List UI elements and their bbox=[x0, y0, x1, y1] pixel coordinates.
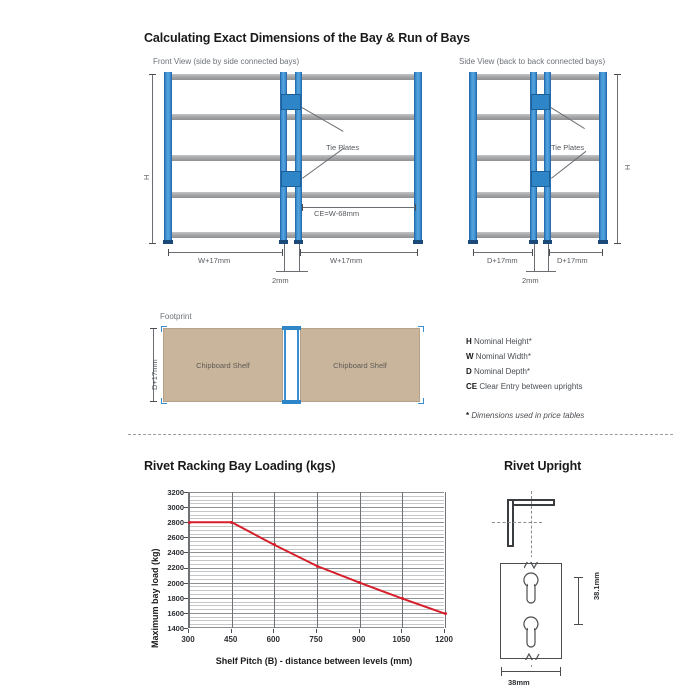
side-view-height-label: H bbox=[623, 164, 632, 170]
corner-bracket bbox=[418, 326, 424, 332]
legend-key-h: H bbox=[466, 337, 472, 346]
break-symbol-bottom bbox=[524, 653, 542, 665]
front-view-gap-label: 2mm bbox=[272, 276, 289, 285]
dimension-tick bbox=[150, 401, 157, 402]
footprint-tie-plate bbox=[282, 400, 301, 404]
front-view-tie-plates-label: Tie Plates bbox=[326, 143, 360, 152]
chipboard-shelf-left bbox=[163, 328, 283, 402]
chart-data-point bbox=[444, 612, 447, 615]
angle-profile-horizontal-inner bbox=[512, 504, 555, 506]
dimension-tick bbox=[300, 249, 301, 256]
chipboard-shelf-left-label: Chipboard Shelf bbox=[196, 361, 250, 370]
side-view-depth-left-label: D+17mm bbox=[487, 256, 518, 265]
dimension-tick bbox=[417, 249, 418, 256]
dimension-tick bbox=[574, 577, 583, 578]
footprint-center-upright bbox=[284, 328, 299, 402]
chart-data-point bbox=[230, 521, 233, 524]
slot-pitch-dimension-line bbox=[578, 577, 579, 625]
dimension-tick bbox=[282, 249, 283, 256]
upright-post bbox=[164, 72, 172, 242]
dimension-tick bbox=[302, 204, 303, 211]
angle-profile-end bbox=[507, 545, 514, 547]
gap-extension-line bbox=[299, 244, 300, 272]
base-foot bbox=[598, 240, 608, 244]
chart-y-axis-title: Maximum bay load (kg) bbox=[150, 548, 160, 648]
chart-y-tick: 2400 bbox=[167, 548, 184, 557]
page-title: Calculating Exact Dimensions of the Bay & Run of Bays bbox=[144, 31, 471, 45]
upright-post bbox=[414, 72, 422, 242]
front-view-width-left-label: W+17mm bbox=[198, 256, 231, 265]
dimension-tick bbox=[602, 249, 603, 256]
legend-spacer bbox=[466, 394, 666, 408]
chart-x-axis-title: Shelf Pitch (B) - distance between levels (mm) bbox=[215, 656, 413, 666]
legend-text-d: Nominal Depth* bbox=[474, 367, 531, 376]
tie-plate bbox=[531, 94, 550, 110]
side-view-label: Side View (back to back connected bays) bbox=[459, 57, 606, 66]
chart-y-tick: 1600 bbox=[167, 609, 184, 618]
width-right-dimension-line bbox=[300, 252, 418, 253]
rivet-upright-title: Rivet Upright bbox=[504, 459, 582, 473]
break-symbol-top bbox=[524, 557, 542, 569]
footprint-depth-label: D+17mm bbox=[150, 359, 159, 390]
clear-entry-dimension-line bbox=[302, 207, 416, 208]
side-view-tie-plates-label: Tie Plates bbox=[551, 143, 585, 152]
chart-x-tick: 600 bbox=[266, 635, 280, 644]
legend-item-d bbox=[466, 364, 666, 379]
dimension-tick bbox=[473, 249, 474, 256]
upright-width-label: 38mm bbox=[508, 678, 530, 687]
dimension-tick bbox=[149, 74, 156, 75]
dimension-tick bbox=[614, 74, 621, 75]
chart-data-line bbox=[189, 492, 445, 628]
shelf-beam bbox=[469, 74, 607, 80]
slot-pitch-label: 38.1mm bbox=[592, 572, 601, 600]
tie-plate bbox=[281, 94, 301, 110]
shelf-beam bbox=[164, 232, 422, 238]
dimension-tick bbox=[149, 243, 156, 244]
chart-y-tick: 2800 bbox=[167, 518, 184, 527]
upright-post bbox=[469, 72, 477, 242]
gap-extension-line bbox=[284, 244, 285, 272]
keyhole-slot-lower bbox=[518, 615, 544, 649]
legend-text-h: Nominal Height* bbox=[474, 337, 532, 346]
legend-text-ce: Clear Entry between uprights bbox=[479, 382, 583, 391]
legend-footnote bbox=[466, 408, 666, 423]
front-view-width-right-label: W+17mm bbox=[330, 256, 363, 265]
dimension-tick bbox=[549, 249, 550, 256]
shelf-beam bbox=[164, 155, 422, 161]
depth-right-dimension-line bbox=[549, 252, 603, 253]
chart-y-tick: 3000 bbox=[167, 503, 184, 512]
legend-text-w: Nominal Width* bbox=[475, 352, 531, 361]
chart-data-point bbox=[316, 565, 319, 568]
depth-left-dimension-line bbox=[473, 252, 533, 253]
width-left-dimension-line bbox=[168, 252, 283, 253]
rivet-upright-drawing bbox=[490, 485, 660, 675]
base-foot bbox=[468, 240, 478, 244]
chart-y-tick: 2000 bbox=[167, 579, 184, 588]
dimension-tick bbox=[415, 204, 416, 211]
center-line-horizontal bbox=[492, 522, 542, 523]
chipboard-shelf-right-label: Chipboard Shelf bbox=[333, 361, 387, 370]
clear-entry-label: CE=W-68mm bbox=[314, 209, 360, 218]
dimension-tick bbox=[560, 667, 561, 676]
gap-dimension-line bbox=[276, 271, 308, 272]
chart-x-tick: 450 bbox=[224, 635, 238, 644]
chart-x-tick: 1050 bbox=[392, 635, 411, 644]
shelf-beam bbox=[164, 192, 422, 198]
dimension-tick bbox=[150, 328, 157, 329]
width-dimension-line bbox=[501, 671, 561, 672]
keyhole-slot-upper bbox=[518, 571, 544, 605]
dimension-tick bbox=[614, 243, 621, 244]
chart-y-tick: 2600 bbox=[167, 533, 184, 542]
upright-post bbox=[599, 72, 607, 242]
shelf-beam bbox=[469, 155, 607, 161]
angle-profile-vertical-inner bbox=[512, 499, 514, 547]
side-view-gap-label: 2mm bbox=[522, 276, 539, 285]
angle-profile-vertical bbox=[507, 499, 509, 547]
gap-extension-line bbox=[548, 244, 549, 272]
shelf-beam bbox=[469, 114, 607, 120]
chart-x-tick: 900 bbox=[352, 635, 366, 644]
dimension-tick bbox=[168, 249, 169, 256]
legend-footnote-marker: * bbox=[466, 411, 470, 420]
shelf-beam bbox=[164, 114, 422, 120]
side-view-depth-right-label: D+17mm bbox=[557, 256, 588, 265]
footprint-drawing bbox=[150, 326, 440, 426]
legend-footnote-text: Dimensions used in price tables bbox=[471, 411, 585, 420]
footprint-label: Footprint bbox=[160, 312, 192, 321]
corner-bracket bbox=[418, 398, 424, 404]
dimension-tick bbox=[501, 667, 502, 676]
gap-dimension-line bbox=[526, 271, 556, 272]
dimension-tick bbox=[574, 624, 583, 625]
bay-loading-chart bbox=[144, 480, 464, 680]
footprint-tie-plate bbox=[282, 326, 301, 330]
gap-extension-line bbox=[534, 244, 535, 272]
chipboard-shelf-right bbox=[300, 328, 420, 402]
dimension-tick bbox=[532, 249, 533, 256]
front-view-drawing bbox=[150, 70, 430, 290]
base-foot bbox=[413, 240, 423, 244]
chart-x-tick: 750 bbox=[309, 635, 323, 644]
legend-item-h bbox=[466, 334, 666, 349]
legend-item-ce bbox=[466, 379, 666, 394]
chart-y-tick: 1800 bbox=[167, 594, 184, 603]
chart-y-tick: 2200 bbox=[167, 563, 184, 572]
side-view-drawing bbox=[455, 70, 635, 290]
angle-profile-end bbox=[553, 499, 555, 506]
front-view-height-label: H bbox=[142, 174, 151, 180]
chart-data-point bbox=[401, 597, 404, 600]
leader-line bbox=[302, 147, 345, 178]
legend-key-d: D bbox=[466, 367, 472, 376]
chart-title: Rivet Racking Bay Loading (kgs) bbox=[144, 459, 336, 473]
chart-x-tick: 300 bbox=[181, 635, 195, 644]
height-dimension-line bbox=[617, 74, 618, 244]
legend bbox=[466, 334, 666, 423]
legend-item-w bbox=[466, 349, 666, 364]
tie-plate bbox=[531, 171, 550, 187]
shelf-beam bbox=[164, 74, 422, 80]
chart-plot-area bbox=[188, 492, 444, 628]
chart-y-tick: 3200 bbox=[167, 488, 184, 497]
corner-bracket bbox=[161, 326, 167, 332]
shelf-beam bbox=[469, 192, 607, 198]
legend-key-ce: CE bbox=[466, 382, 478, 391]
height-dimension-line bbox=[152, 74, 153, 244]
tie-plate bbox=[281, 171, 301, 187]
section-divider bbox=[128, 434, 673, 435]
front-view-label: Front View (side by side connected bays) bbox=[153, 57, 300, 66]
legend-key-w: W bbox=[466, 352, 474, 361]
corner-bracket bbox=[161, 398, 167, 404]
chart-y-tick: 1400 bbox=[167, 624, 184, 633]
base-foot bbox=[163, 240, 173, 244]
shelf-beam bbox=[469, 232, 607, 238]
chart-x-tick: 1200 bbox=[435, 635, 453, 644]
